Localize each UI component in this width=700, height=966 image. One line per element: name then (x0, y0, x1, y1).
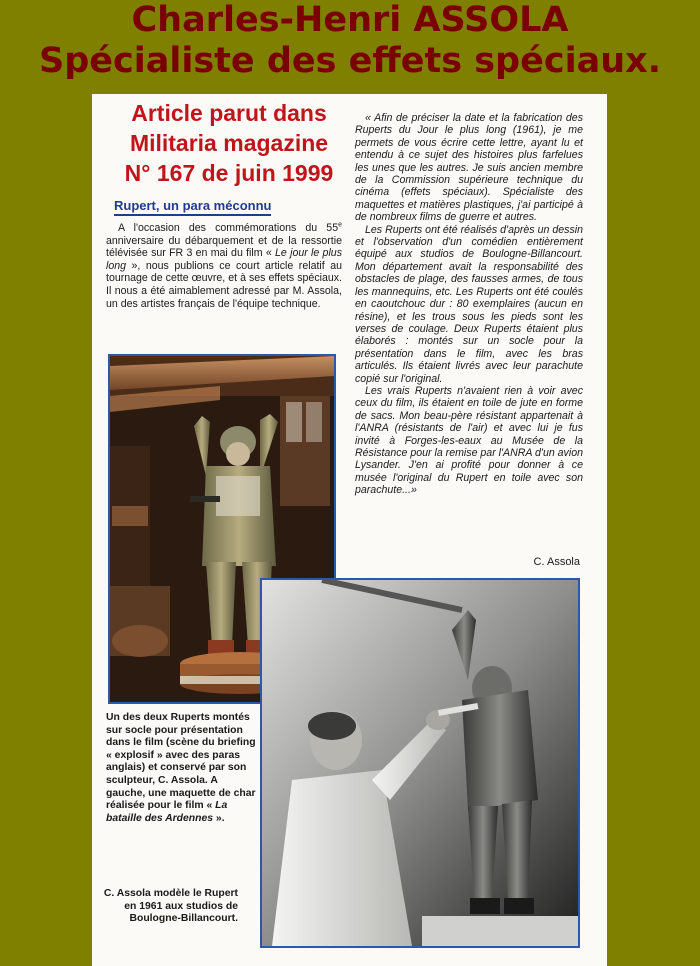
intro-text: », nous publions ce court article relatif au tournage de cette œuvre, et à ses effets spéciaux. Il nous a été aimablement adressé par M. Assola, un des artistes français de l'équipe technique. (106, 259, 342, 310)
article-title-line: Militaria magazine (129, 130, 329, 156)
magazine-scan (92, 94, 607, 966)
letter-paragraph: Les Ruperts ont été réalisés d'après un dessin et l'observation d'un comédien entièrement équipé aux studios de Boulogne-Billancourt. Mon département avait la responsabilité des obstacles de plage, des fausses armes, de tous les mannequins, etc. Les Ruperts ont été coulés en caoutchouc dur : 80 exemplaires (aucun en résine), et les trous sous les pieds sont les verses de coulage. Deux Ruperts étaient plus élaborés : montés sur un socle pour la présentation dans le film, avec les bras articulés. Ils étaient livrés avec leur parachute copié sur l'original. (355, 223, 583, 385)
letter-text (355, 112, 583, 497)
article-title-line: Article parut dans (131, 100, 327, 126)
heading-profession: Spécialiste des effets spéciaux. (38, 41, 661, 81)
caption-text: ». (213, 812, 225, 824)
caption-film-title: La bataille des Ardennes (106, 800, 228, 824)
article-intro (106, 222, 342, 310)
letter-signature: C. Assola (533, 556, 580, 568)
caption-text: Un des deux Ruperts montés sur socle pour présentation dans le film (scène du briefing « explosif » avec des paras anglais) et conservé par son sculpteur, C. Assola. A gauche, une maquette de char réalisée pour le film « (106, 712, 256, 812)
page-heading (0, 0, 700, 82)
letter-paragraph: Les vrais Ruperts n'avaient rien à voir avec ceux du film, ils étaient en toile de jute en forme de sacs. Mon beau-père résistant appartenait à l'ANRA (résistants de l'air) et avec lui je fus invité à Forges-les-eaux au Musée de la Résistance pour la remise par l'ANRA d'un avion Lysander. J'en ai profité pour donner à ce musée l'original du Rupert en toile avec son parachute...» (355, 384, 583, 497)
article-title-line: N° 167 de juin 1999 (124, 160, 334, 186)
photo-sculptor-at-work (260, 578, 580, 948)
article-title (98, 98, 360, 188)
letter-paragraph: « Afin de préciser la date et la fabrication des Ruperts du Jour le plus long (1961), je me permets de vous écrire cette lettre, ayant lu et entendu à ce sujet des histoires plus farfelues les unes que les autres. Je suis ancien membre de la Commission supérieure technique du cinéma (effets spéciaux). Spécialiste des maquettes et matières plastiques, j'ai participé à de nombreux films de guerre et autres. (355, 112, 583, 224)
heading-name: Charles-Henri ASSOLA (131, 0, 569, 40)
intro-text: A l'occasion des commémorations du 55 (118, 222, 339, 234)
intro-text: anniversaire du débarquement et de la ressortie télévisée sur FR 3 en mai du film « (106, 234, 342, 260)
photo-sculptor-at-work-image (262, 580, 578, 946)
photo-caption-sculptor: C. Assola modèle le Rupert en 1961 aux studios de Boulogne-Billancourt. (103, 888, 238, 925)
intro-film-title: Le jour le plus long (106, 247, 342, 272)
intro-superscript: e (338, 221, 342, 229)
photo-caption-pedestal (106, 712, 256, 825)
article-subheading: Rupert, un para méconnu (114, 198, 271, 216)
